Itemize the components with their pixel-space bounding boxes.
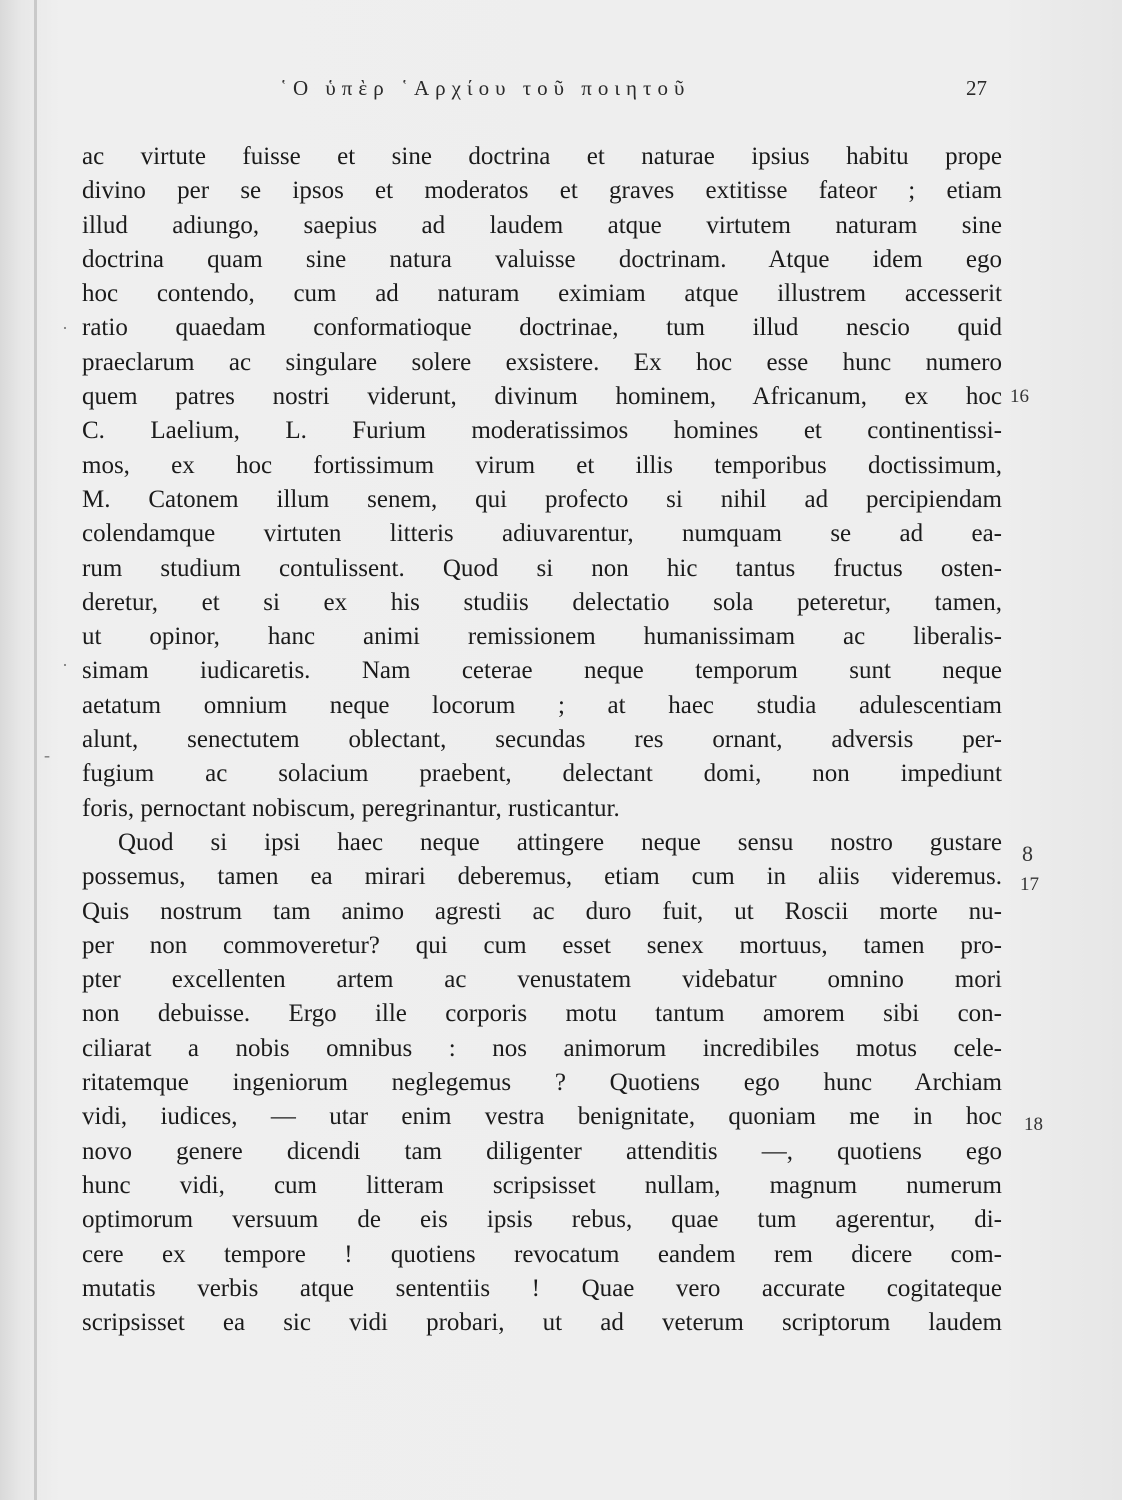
text-line: vidi, iudices, — utar enim vestra benignitate, quoniam me in hoc (82, 1103, 1002, 1131)
text-line: aetatum omnium neque locorum ; at haec studia adulescentiam (82, 691, 1002, 719)
text-line: ciliarat a nobis omnibus : nos animorum incredibiles motus cele- (82, 1034, 1002, 1062)
running-title: ῾Ο ὑπὲρ ῾Αρχίου τοῦ ποιητοῦ (280, 76, 691, 100)
text-line: scripsisset ea sic vidi probari, ut ad veterum scriptorum laudem (82, 1309, 1002, 1337)
margin-dash: - (44, 745, 50, 765)
text-line: optimorum versuum de eis ipsis rebus, quae tum agerentur, di- (82, 1206, 1002, 1234)
text-line: hoc contendo, cum ad naturam eximiam atque illustrem accesserit (82, 280, 1002, 308)
text-line: ac virtute fuisse et sine doctrina et naturae ipsius habitu prope (82, 143, 1002, 170)
text-line: divino per se ipsos et moderatos et graves extitisse fateor ; etiam (82, 177, 1002, 205)
text-line: novo genere dicendi tam diligenter attenditis —, quotiens ego (82, 1137, 1002, 1165)
text-line: possemus, tamen ea mirari deberemus, etiam cum in aliis videremus. (82, 863, 1002, 891)
paragraph-1 (82, 140, 1002, 826)
margin-section-number: 18 (1024, 1114, 1043, 1135)
text-line: foris, pernoctant nobiscum, peregrinantur, rusticantur. (82, 794, 620, 822)
margin-section-number: 16 (1010, 386, 1029, 407)
text-line: hunc vidi, cum litteram scripsisset nullam, magnum numerum (82, 1171, 1002, 1199)
text-line: illud adiungo, saepius ad laudem atque virtutem naturam sine (82, 211, 1002, 239)
text-line: mos, ex hoc fortissimum virum et illis temporibus doctissimum, (82, 451, 1002, 479)
text-line: per non commoveretur? qui cum esset senex mortuus, tamen pro- (82, 931, 1002, 959)
text-line: simam iudicaretis. Nam ceterae neque temporum sunt neque (82, 657, 1002, 685)
text-line: deretur, et si ex his studiis delectatio sola peteretur, tamen, (82, 588, 1002, 616)
text-line: ritatemque ingeniorum neglegemus ? Quotiens ego hunc Archiam (82, 1069, 1002, 1097)
text-line: fugium ac solacium praebent, delectant domi, non impediunt (82, 760, 1002, 788)
page-number: 27 (966, 76, 987, 100)
margin-speck: · (62, 655, 68, 675)
text-line: colendamque virtuten litteris adiuvarentur, numquam se ad ea- (82, 520, 1002, 548)
text-line: M. Catonem illum senem, qui profecto si nihil ad percipiendam (82, 485, 1002, 513)
text-line: doctrina quam sine natura valuisse doctrinam. Atque idem ego (82, 245, 1002, 273)
text-line: quem patres nostri viderunt, divinum hominem, Africanum, ex hoc (82, 383, 1002, 411)
text-line: non debuisse. Ergo ille corporis motu tantum amorem sibi con- (82, 1000, 1002, 1028)
margin-speck: · (62, 318, 68, 338)
text-line: cere ex tempore ! quotiens revocatum eandem rem dicere com- (82, 1240, 1002, 1268)
text-line: mutatis verbis atque sententiis ! Quae vero accurate cogitateque (82, 1274, 1002, 1302)
text-line: alunt, senectutem oblectant, secundas res ornant, adversis per- (82, 726, 1002, 754)
text-line: Quis nostrum tam animo agresti ac duro fuit, ut Roscii morte nu- (82, 897, 1002, 925)
text-line: ut opinor, hanc animi remissionem humanissimam ac liberalis- (82, 623, 1002, 651)
text-line: praeclarum ac singulare solere exsistere. Ex hoc esse hunc numero (82, 348, 1002, 376)
text-line: rum studium contulissent. Quod si non hic tantus fructus osten- (82, 554, 1002, 582)
text-line: pter excellenten artem ac venustatem videbatur omnino mori (82, 966, 1002, 994)
paragraph-2 (82, 826, 1002, 1340)
text-line: C. Laelium, L. Furium moderatissimos homines et continentissi- (82, 417, 1002, 445)
text-line: ratio quaedam conformatioque doctrinae, tum illud nescio quid (82, 314, 1002, 342)
margin-section-number: 17 (1020, 874, 1039, 895)
page-binding-edge (34, 0, 37, 1500)
margin-chapter-number: 8 (1022, 841, 1033, 866)
text-line: Quod si ipsi haec neque attingere neque sensu nostro gustare (118, 828, 1002, 856)
body-text (82, 140, 1002, 1340)
